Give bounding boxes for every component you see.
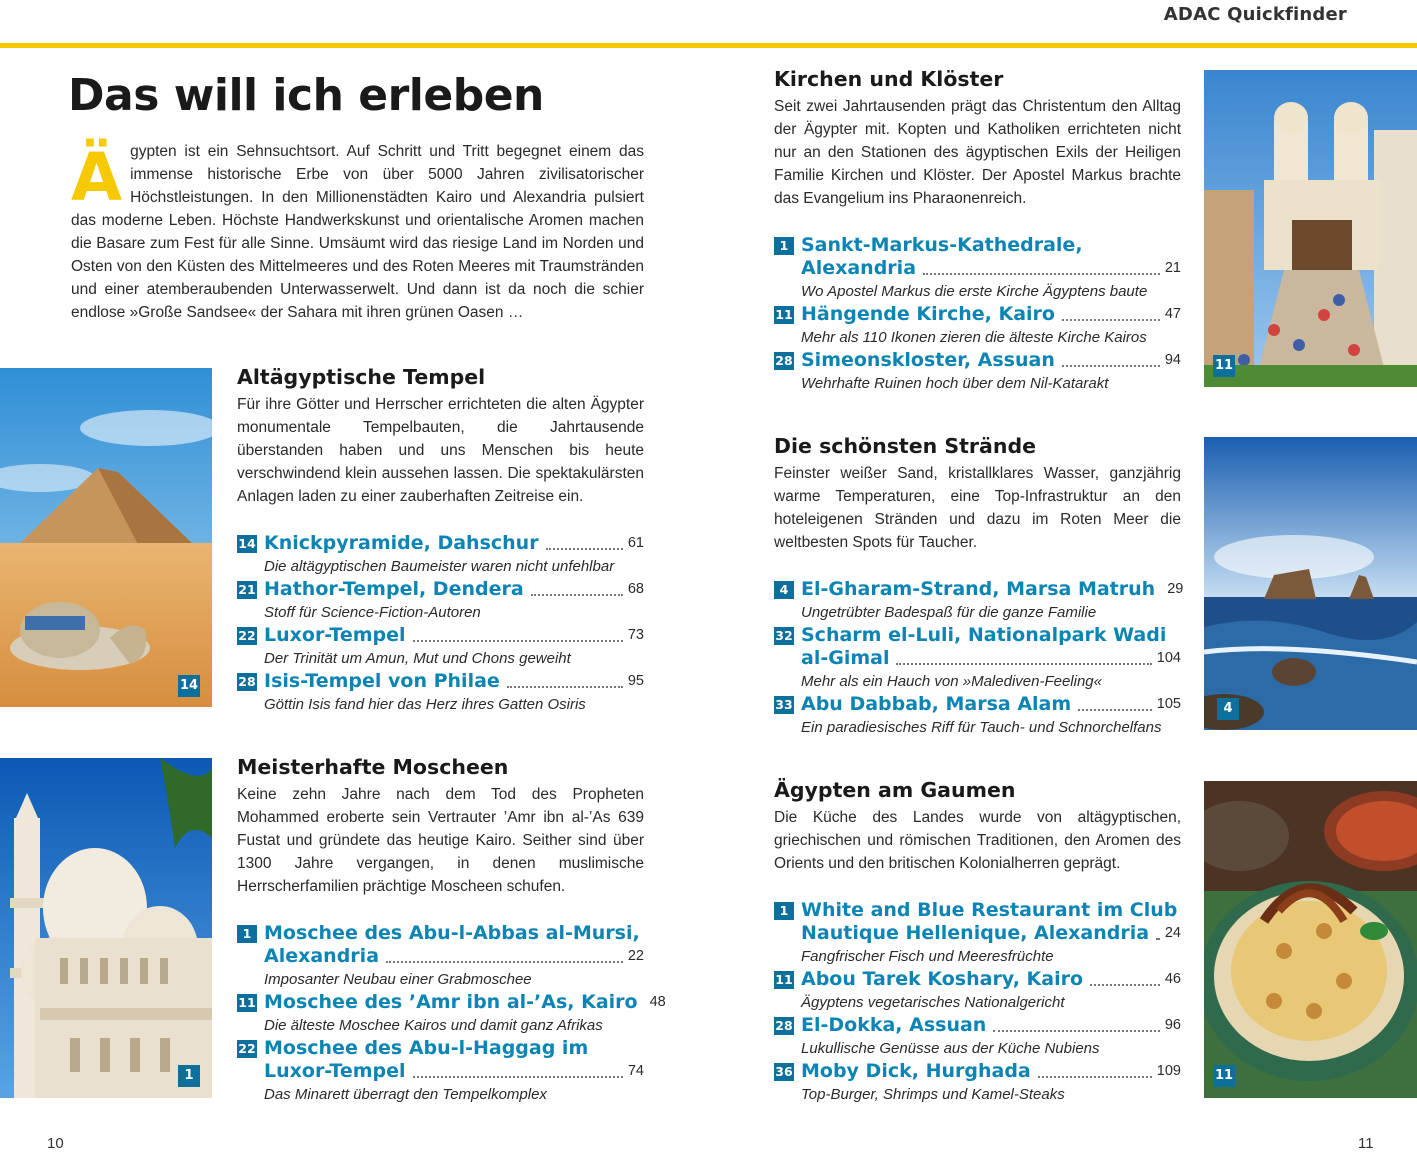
list-item[interactable] bbox=[774, 624, 1181, 693]
drop-cap: Ä bbox=[71, 139, 123, 216]
list-item[interactable] bbox=[774, 899, 1181, 968]
header-rule bbox=[0, 43, 1417, 48]
section-churches bbox=[774, 67, 1181, 395]
entry-number-badge: 22 bbox=[238, 628, 256, 643]
entry-title-link[interactable]: Isis-Tempel von Philae bbox=[264, 670, 500, 692]
section-beaches bbox=[774, 434, 1184, 739]
section-text: Für ihre Götter und Herrscher errichteten die alten Ägypter monumentale Tempelbauten, die Jahrtausende überstanden haben und uns Menschen bis heute verschwindend klein aussehen lassen. Die spektakulärsten Anlagen laden zu einer zauberhaften Zeitreise ein. bbox=[237, 396, 644, 505]
leader-dots bbox=[1062, 365, 1160, 367]
entry-title-link[interactable]: Moby Dick, Hurghada bbox=[801, 1060, 1031, 1082]
entry-page-number: 73 bbox=[627, 627, 644, 643]
entry-number-badge: 36 bbox=[775, 1064, 793, 1079]
entry-page-number: 94 bbox=[1164, 352, 1181, 368]
list-item[interactable] bbox=[774, 303, 1181, 349]
list-item[interactable] bbox=[237, 1037, 644, 1106]
entry-number-badge: 32 bbox=[775, 628, 793, 643]
entry-title-link[interactable]: Alexandria bbox=[801, 257, 917, 279]
entry-list bbox=[237, 922, 666, 1106]
entry-description: Imposanter Neubau einer Grabmoschee bbox=[264, 971, 532, 988]
entry-page-number: 109 bbox=[1156, 1063, 1181, 1079]
photo-hanging-church bbox=[1204, 70, 1417, 387]
entry-page-number: 68 bbox=[627, 581, 644, 597]
entry-title-link[interactable]: Hängende Kirche, Kairo bbox=[801, 303, 1055, 325]
entry-title-link[interactable]: Simeonskloster, Assuan bbox=[801, 349, 1055, 371]
page-number-left: 10 bbox=[47, 1135, 64, 1152]
entry-number-badge: 28 bbox=[238, 674, 256, 689]
entry-number-badge: 28 bbox=[775, 353, 793, 368]
leader-dots bbox=[531, 594, 623, 596]
list-item[interactable] bbox=[774, 1060, 1181, 1106]
leader-dots bbox=[1090, 984, 1160, 986]
section-cuisine bbox=[774, 778, 1181, 1106]
entry-list bbox=[237, 532, 644, 716]
leader-dots bbox=[546, 548, 623, 550]
entry-title-link[interactable]: Scharm el-Luli, Nationalpark Wadi bbox=[801, 624, 1167, 646]
leader-dots bbox=[413, 640, 623, 642]
entry-list bbox=[774, 899, 1181, 1106]
leader-dots bbox=[896, 663, 1151, 665]
section-title: Ägypten am Gaumen bbox=[774, 778, 1016, 802]
photo-mosque bbox=[0, 758, 212, 1098]
leader-dots bbox=[386, 961, 623, 963]
section-title: Kirchen und Klöster bbox=[774, 67, 1004, 91]
entry-number-badge: 4 bbox=[774, 581, 794, 599]
section-title: Altägyptische Tempel bbox=[237, 365, 486, 389]
entry-page-number: 21 bbox=[1164, 260, 1181, 276]
entry-page-number: 74 bbox=[627, 1063, 644, 1079]
entry-title-link[interactable]: Luxor-Tempel bbox=[264, 624, 406, 646]
entry-title-link[interactable]: Moschee des Abu-l-Haggag im bbox=[264, 1037, 589, 1059]
entry-description: Wo Apostel Markus die erste Kirche Ägyptens baute bbox=[801, 283, 1148, 300]
section-text: Die Küche des Landes wurde von altägyptischen, griechischen und römischen Traditionen, den Aromen des Orients und den britischen Kolonialherren geprägt. bbox=[774, 809, 1181, 872]
entry-title-link[interactable]: El-Gharam-Strand, Marsa Matruh bbox=[801, 578, 1156, 600]
entry-description: Wehrhafte Ruinen hoch über dem Nil-Katarakt bbox=[801, 375, 1109, 392]
entry-description: Mehr als 110 Ikonen zieren die älteste Kirche Kairos bbox=[801, 329, 1147, 346]
section-text: Feinster weißer Sand, kristallklares Wasser, ganzjährig warme Temperaturen, eine Top-Infrastruktur an den hoteleigenen Stränden und dazu im Roten Meer die weltbesten Spots für Taucher. bbox=[774, 465, 1181, 551]
photo-number-badge: 4 bbox=[1217, 698, 1239, 720]
entry-description: Mehr als ein Hauch von »Malediven-Feeling« bbox=[801, 673, 1102, 690]
entry-title-link[interactable]: Nautique Hellenique, Alexandria bbox=[801, 922, 1150, 944]
entry-number-badge: 11 bbox=[775, 307, 793, 322]
photo-number-badge: 1 bbox=[178, 1065, 200, 1087]
leader-dots bbox=[1038, 1076, 1152, 1078]
photo-bent-pyramid bbox=[0, 368, 212, 707]
entry-list bbox=[774, 578, 1184, 739]
entry-number-badge: 22 bbox=[238, 1041, 256, 1056]
entry-page-number: 46 bbox=[1164, 971, 1181, 987]
list-item[interactable] bbox=[774, 234, 1181, 303]
list-item[interactable] bbox=[237, 578, 644, 624]
entry-title-link[interactable]: Moschee des ’Amr ibn al-’As, Kairo bbox=[264, 991, 638, 1013]
entry-number-badge: 11 bbox=[238, 995, 256, 1010]
entry-title-link[interactable]: El-Dokka, Assuan bbox=[801, 1014, 987, 1036]
entry-page-number: 22 bbox=[627, 948, 644, 964]
entry-title-link[interactable]: Abou Tarek Koshary, Kairo bbox=[801, 968, 1084, 990]
photo-number-badge: 11 bbox=[1213, 1065, 1235, 1087]
section-title: Meisterhafte Moscheen bbox=[237, 755, 509, 779]
photo-number-badge: 14 bbox=[178, 675, 200, 697]
section-text: Keine zehn Jahre nach dem Tod des Propheten Mohammed eroberte sein Vertrauter ’Amr ibn al-’As 639 Fustat und gründete das heutige Kairo. Seither sind über 1300 Jahre vergangen, in denen muslimische Herrscherfamilien prächtige Moscheen schufen. bbox=[237, 786, 644, 895]
intro-text: gypten ist ein Sehnsuchtsort. Auf Schritt und Tritt begegnet einem das immense historische Erbe von über 5000 Jahren zivilisatorischer Höchstleistungen. In den Millionenstädten Kairo und Alexandria pulsiert das moderne Leben. Höchste Handwerkskunst und orientalische Aromen machen die Basare zum Fest für alle Sinne. Umsäumt wird das riesige Land im Norden und Osten von den Küsten des Mittelmeeres und des Roten Meeres mit Traumstränden und einer atemberaubenden Unterwasserwelt. Und dann ist da noch die schier endlose »Große Sandsee« der Sahara mit ihren grünen Oasen … bbox=[71, 143, 644, 321]
list-item[interactable] bbox=[237, 624, 644, 670]
leader-dots bbox=[1156, 938, 1160, 940]
list-item[interactable] bbox=[774, 578, 1184, 624]
leader-dots bbox=[993, 1030, 1160, 1032]
entry-list bbox=[774, 234, 1181, 395]
section-mosques bbox=[237, 755, 666, 1106]
list-item[interactable] bbox=[774, 968, 1181, 1014]
leader-dots bbox=[1062, 319, 1160, 321]
entry-number-badge: 28 bbox=[775, 1018, 793, 1033]
entry-description: Das Minarett überragt den Tempelkomplex bbox=[264, 1086, 547, 1103]
entry-number-badge: 1 bbox=[774, 237, 794, 255]
entry-number-badge: 33 bbox=[775, 697, 793, 712]
entry-title-link[interactable]: Moschee des Abu-l-Abbas al-Mursi, bbox=[264, 922, 640, 944]
photo-number-badge: 11 bbox=[1213, 355, 1235, 377]
entry-description: Ungetrübter Badespaß für die ganze Familie bbox=[801, 604, 1097, 621]
list-item[interactable] bbox=[237, 922, 644, 991]
entry-page-number: 96 bbox=[1164, 1017, 1181, 1033]
leader-dots bbox=[1078, 709, 1152, 711]
list-item[interactable] bbox=[237, 991, 666, 1037]
entry-title-link[interactable]: Alexandria bbox=[264, 945, 380, 967]
section-title: Die schönsten Strände bbox=[774, 434, 1037, 458]
list-item[interactable] bbox=[774, 1014, 1181, 1060]
entry-page-number: 24 bbox=[1164, 925, 1181, 941]
photo-koshary bbox=[1204, 781, 1417, 1098]
entry-title-link[interactable]: Luxor-Tempel bbox=[264, 1060, 406, 1082]
running-header: ADAC Quickfinder bbox=[1163, 4, 1347, 25]
entry-description: Top-Burger, Shrimps und Kamel-Steaks bbox=[801, 1086, 1065, 1103]
entry-description: Die älteste Moschee Kairos und damit ganz Afrikas bbox=[264, 1017, 603, 1034]
entry-page-number: 29 bbox=[1167, 581, 1184, 597]
entry-title-link[interactable]: Hathor-Tempel, Dendera bbox=[264, 578, 524, 600]
leader-dots bbox=[413, 1076, 623, 1078]
entry-page-number: 105 bbox=[1156, 696, 1181, 712]
entry-page-number: 48 bbox=[649, 994, 666, 1010]
photo-beach bbox=[1204, 437, 1417, 730]
entry-title-link[interactable]: White and Blue Restaurant im Club bbox=[801, 899, 1178, 921]
section-temples bbox=[237, 365, 644, 716]
entry-page-number: 95 bbox=[627, 673, 644, 689]
entry-description: Die altägyptischen Baumeister waren nicht unfehlbar bbox=[264, 558, 615, 575]
entry-number-badge: 1 bbox=[774, 902, 794, 920]
entry-description: Fangfrischer Fisch und Meeresfrüchte bbox=[801, 948, 1054, 965]
entry-description: Ägyptens vegetarisches Nationalgericht bbox=[801, 994, 1065, 1011]
entry-number-badge: 14 bbox=[238, 536, 256, 551]
entry-number-badge: 1 bbox=[237, 925, 257, 943]
entry-number-badge: 21 bbox=[238, 582, 256, 597]
entry-number-badge: 11 bbox=[775, 972, 793, 987]
entry-page-number: 61 bbox=[627, 535, 644, 551]
leader-dots bbox=[923, 273, 1160, 275]
entry-page-number: 47 bbox=[1164, 306, 1181, 322]
page-title: Das will ich erleben bbox=[68, 70, 544, 121]
entry-description: Stoff für Science-Fiction-Autoren bbox=[264, 604, 481, 621]
entry-page-number: 104 bbox=[1156, 650, 1181, 666]
entry-description: Göttin Isis fand hier das Herz ihres Gatten Osiris bbox=[264, 696, 586, 713]
entry-description: Lukullische Genüsse aus der Küche Nubiens bbox=[801, 1040, 1100, 1057]
list-item[interactable] bbox=[237, 532, 644, 578]
leader-dots bbox=[507, 686, 623, 688]
list-item[interactable] bbox=[237, 670, 644, 716]
list-item[interactable] bbox=[774, 349, 1181, 395]
entry-description: Ein paradiesisches Riff für Tauch- und Schnorchelfans bbox=[801, 719, 1162, 736]
section-text: Seit zwei Jahrtausenden prägt das Christentum den Alltag der Ägypter mit. Kopten und Katholiken errichteten nicht nur an den Stationen des ägyptischen Exils der Heiligen Familie Kirchen und Klöster. Der Apostel Markus brachte das Evangelium ins Pharaonenreich. bbox=[774, 98, 1181, 207]
entry-title-link[interactable]: Sankt-Markus-Kathedrale, bbox=[801, 234, 1083, 256]
intro-paragraph bbox=[71, 140, 644, 324]
entry-title-link[interactable]: Abu Dabbab, Marsa Alam bbox=[801, 693, 1072, 715]
list-item[interactable] bbox=[774, 693, 1181, 739]
entry-title-link[interactable]: Knickpyramide, Dahschur bbox=[264, 532, 539, 554]
page-number-right: 11 bbox=[1358, 1135, 1374, 1152]
entry-description: Der Trinität um Amun, Mut und Chons geweiht bbox=[264, 650, 571, 667]
entry-title-link[interactable]: al-Gimal bbox=[801, 647, 890, 669]
